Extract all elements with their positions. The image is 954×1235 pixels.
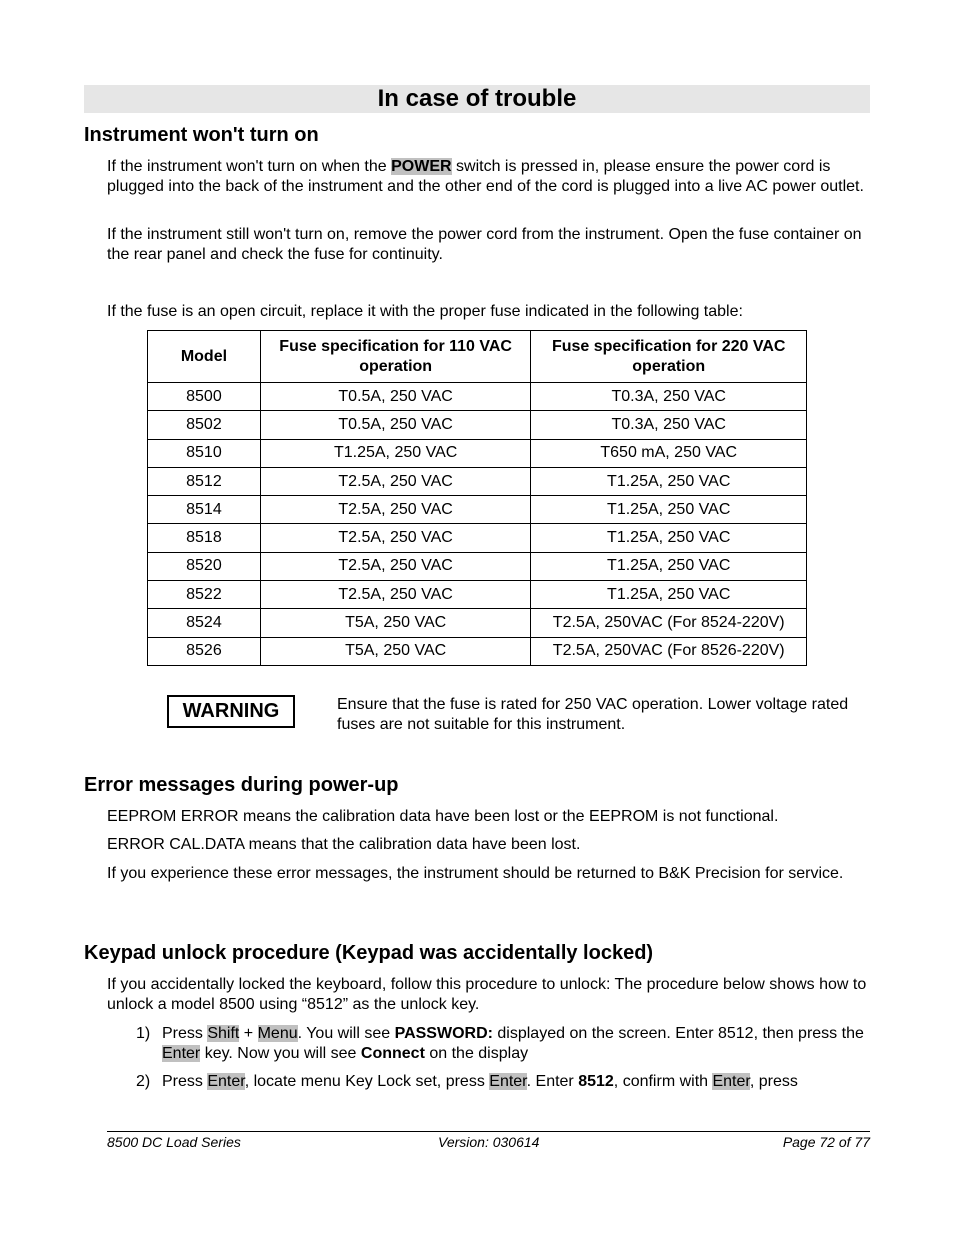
table-cell: T2.5A, 250 VAC <box>260 581 531 609</box>
table-cell: 8510 <box>148 439 261 467</box>
table-cell: 8518 <box>148 524 261 552</box>
table-row <box>148 524 807 552</box>
table-cell: T1.25A, 250 VAC <box>531 552 807 580</box>
table-cell: T2.5A, 250 VAC <box>260 524 531 552</box>
table-cell: T0.5A, 250 VAC <box>260 411 531 439</box>
enter-key-label: Enter <box>712 1073 750 1090</box>
step-text: key. Now you will see <box>200 1044 361 1062</box>
table-cell: T0.3A, 250 VAC <box>531 383 807 411</box>
footer-version: Version: 030614 <box>438 1134 540 1150</box>
table-cell: T1.25A, 250 VAC <box>260 439 531 467</box>
power-key-label: POWER <box>391 158 452 175</box>
column-header-110vac: Fuse specification for 110 VAC operation <box>260 331 531 383</box>
table-cell: T650 mA, 250 VAC <box>531 439 807 467</box>
page-title: In case of trouble <box>84 85 870 113</box>
table-row <box>148 609 807 637</box>
step-text: on the display <box>424 1044 529 1062</box>
table-cell: 8512 <box>148 467 261 495</box>
step-text: , press <box>749 1073 798 1090</box>
paragraph-service: If you experience these error messages, the instrument should be returned to B&K Precision for service. <box>107 865 844 882</box>
footer-series: 8500 DC Load Series <box>107 1134 241 1150</box>
table-row <box>148 467 807 495</box>
column-header-220vac: Fuse specification for 220 VAC operation <box>531 331 807 383</box>
password-prompt: PASSWORD: <box>394 1025 493 1042</box>
table-cell: T2.5A, 250VAC (For 8524-220V) <box>531 609 807 637</box>
paragraph-power <box>107 157 872 196</box>
table-cell: T5A, 250 VAC <box>260 609 531 637</box>
step-text: + <box>239 1025 258 1042</box>
section-heading-turn-on: Instrument won't turn on <box>84 124 319 146</box>
table-cell: T1.25A, 250 VAC <box>531 496 807 524</box>
column-header-model: Model <box>148 331 261 383</box>
table-cell: T0.3A, 250 VAC <box>531 411 807 439</box>
table-cell: T1.25A, 250 VAC <box>531 581 807 609</box>
section-heading-keypad-unlock: Keypad unlock procedure (Keypad was accidentally locked) <box>84 942 654 964</box>
table-row <box>148 637 807 665</box>
enter-key-label: Enter <box>207 1073 245 1090</box>
step-text: Press <box>162 1025 208 1042</box>
table-cell: 8526 <box>148 637 261 665</box>
warning-text: Ensure that the fuse is rated for 250 VAC operation. Lower voltage rated fuses are not suitable for this instrument. <box>337 696 849 733</box>
table-cell: 8500 <box>148 383 261 411</box>
table-cell: T5A, 250 VAC <box>260 637 531 665</box>
paragraph-eeprom-error: EEPROM ERROR means the calibration data have been lost or the EEPROM is not functional. <box>107 808 779 825</box>
table-cell: T0.5A, 250 VAC <box>260 383 531 411</box>
step-text: , locate menu Key Lock set, press <box>244 1073 490 1090</box>
paragraph-text: switch is pressed in, please ensure the power cord is plugged into the back of the instrument and the other end of the cord is plugged into a live AC power outlet. <box>107 158 864 195</box>
warning-badge: WARNING <box>167 695 295 728</box>
enter-key-label: Enter <box>489 1073 527 1090</box>
paragraph-unlock-intro: If you accidentally locked the keyboard, follow this procedure to unlock: The procedure below shows how to unlock a model 8500 using “8512” as the unlock key. <box>107 976 867 1013</box>
table-cell: 8502 <box>148 411 261 439</box>
table-row <box>148 439 807 467</box>
shift-key-label: Shift <box>207 1025 240 1042</box>
step-text: displayed on the screen. Enter 8512, then press the <box>492 1025 864 1042</box>
enter-key-label: Enter <box>162 1044 201 1062</box>
table-row <box>148 581 807 609</box>
table-cell: 8514 <box>148 496 261 524</box>
step-text: . You will see <box>297 1025 395 1042</box>
step-number: 2) <box>136 1073 151 1090</box>
table-cell: 8524 <box>148 609 261 637</box>
table-row <box>148 411 807 439</box>
table-row <box>148 496 807 524</box>
paragraph-fuse-check: If the instrument still won't turn on, remove the power cord from the instrument. Open the fuse container on the rear panel and check the fuse for continuity. <box>107 226 862 263</box>
section-heading-error-messages: Error messages during power-up <box>84 774 399 796</box>
step-1 <box>162 1024 872 1063</box>
step-text: , confirm with <box>613 1073 713 1090</box>
table-cell: T1.25A, 250 VAC <box>531 524 807 552</box>
paragraph-fuse-replace: If the fuse is an open circuit, replace it with the proper fuse indicated in the following table: <box>107 303 743 320</box>
footer-page-number: Page 72 of 77 <box>782 1134 870 1150</box>
step-text: . Enter <box>526 1073 579 1090</box>
table-cell: T2.5A, 250 VAC <box>260 467 531 495</box>
table-row <box>148 552 807 580</box>
table-cell: T2.5A, 250VAC (For 8526-220V) <box>531 637 807 665</box>
step-2 <box>162 1072 872 1092</box>
table-cell: 8522 <box>148 581 261 609</box>
table-cell: T1.25A, 250 VAC <box>531 467 807 495</box>
table-cell: T2.5A, 250 VAC <box>260 552 531 580</box>
step-number: 1) <box>136 1025 151 1042</box>
paragraph-cal-data-error: ERROR CAL.DATA means that the calibration data have been lost. <box>107 836 581 853</box>
footer-divider <box>107 1131 870 1132</box>
menu-key-label: Menu <box>257 1025 298 1042</box>
connect-label: Connect <box>360 1044 425 1062</box>
table-cell: T2.5A, 250 VAC <box>260 496 531 524</box>
fuse-table <box>147 330 807 666</box>
step-text: Press <box>162 1073 208 1090</box>
table-cell: 8520 <box>148 552 261 580</box>
unlock-code: 8512 <box>578 1073 614 1090</box>
table-header-row <box>148 331 807 383</box>
table-row <box>148 383 807 411</box>
paragraph-text: If the instrument won't turn on when the <box>107 158 392 175</box>
